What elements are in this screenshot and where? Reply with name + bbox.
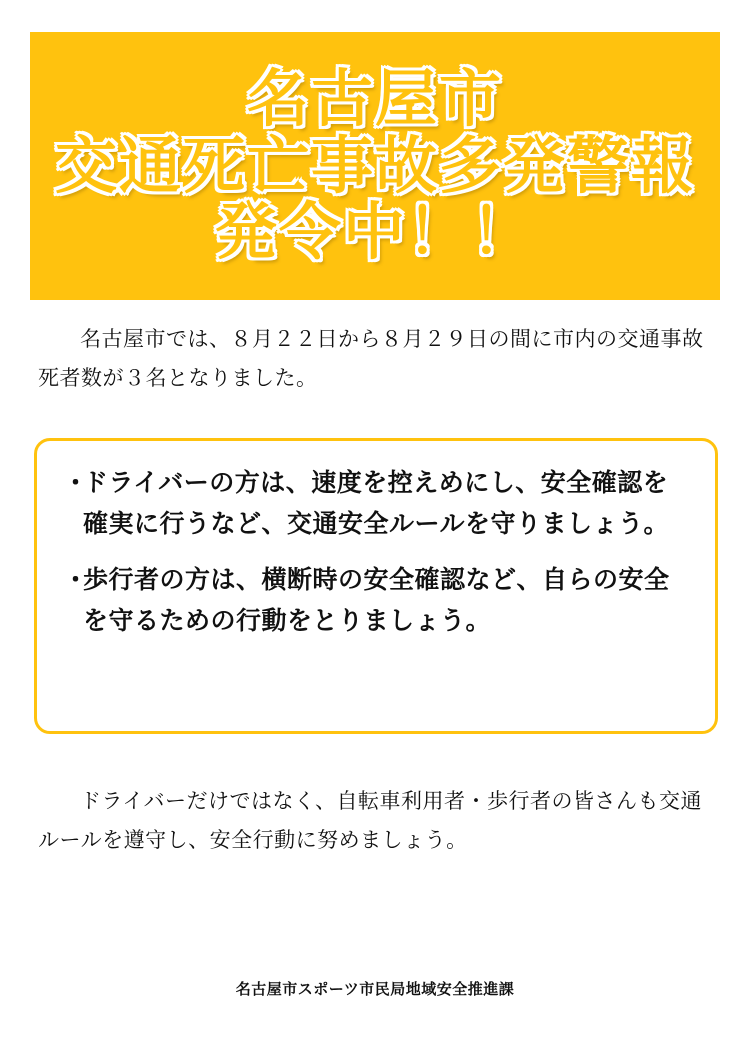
- headline-banner: [30, 32, 720, 300]
- headline-line-1: 名古屋市: [246, 62, 503, 136]
- headline-line-2: 交通死亡事故多発警報: [54, 128, 695, 202]
- advisory-item-driver: [63, 463, 689, 544]
- bullet-dot-icon: ・: [63, 565, 89, 594]
- headline-line-3: 発令中！！: [214, 195, 535, 269]
- intro-text: 名古屋市では、８月２２日から８月２９日の間に市内の交通事故死者数が３名となりました。: [38, 327, 704, 390]
- advisory-item-pedestrian: [63, 560, 689, 641]
- advisory-item-driver-text: ドライバーの方は、速度を控えめにし、安全確認を確実に行うなど、交通安全ルールを守りましょう。: [83, 468, 670, 538]
- advisory-item-pedestrian-text: 歩行者の方は、横断時の安全確認など、自らの安全を守るための行動をとりましょう。: [83, 565, 670, 635]
- advisory-box: [34, 438, 718, 734]
- intro-paragraph: [38, 320, 716, 398]
- closing-paragraph: [38, 782, 716, 860]
- closing-text: ドライバーだけではなく、自転車利用者・歩行者の皆さんも交通ルールを遵守し、安全行動に努めましょう。: [38, 789, 703, 852]
- bullet-dot-icon: ・: [63, 468, 89, 497]
- footer-issuer: 名古屋市スポーツ市民局地域安全推進課: [235, 980, 515, 998]
